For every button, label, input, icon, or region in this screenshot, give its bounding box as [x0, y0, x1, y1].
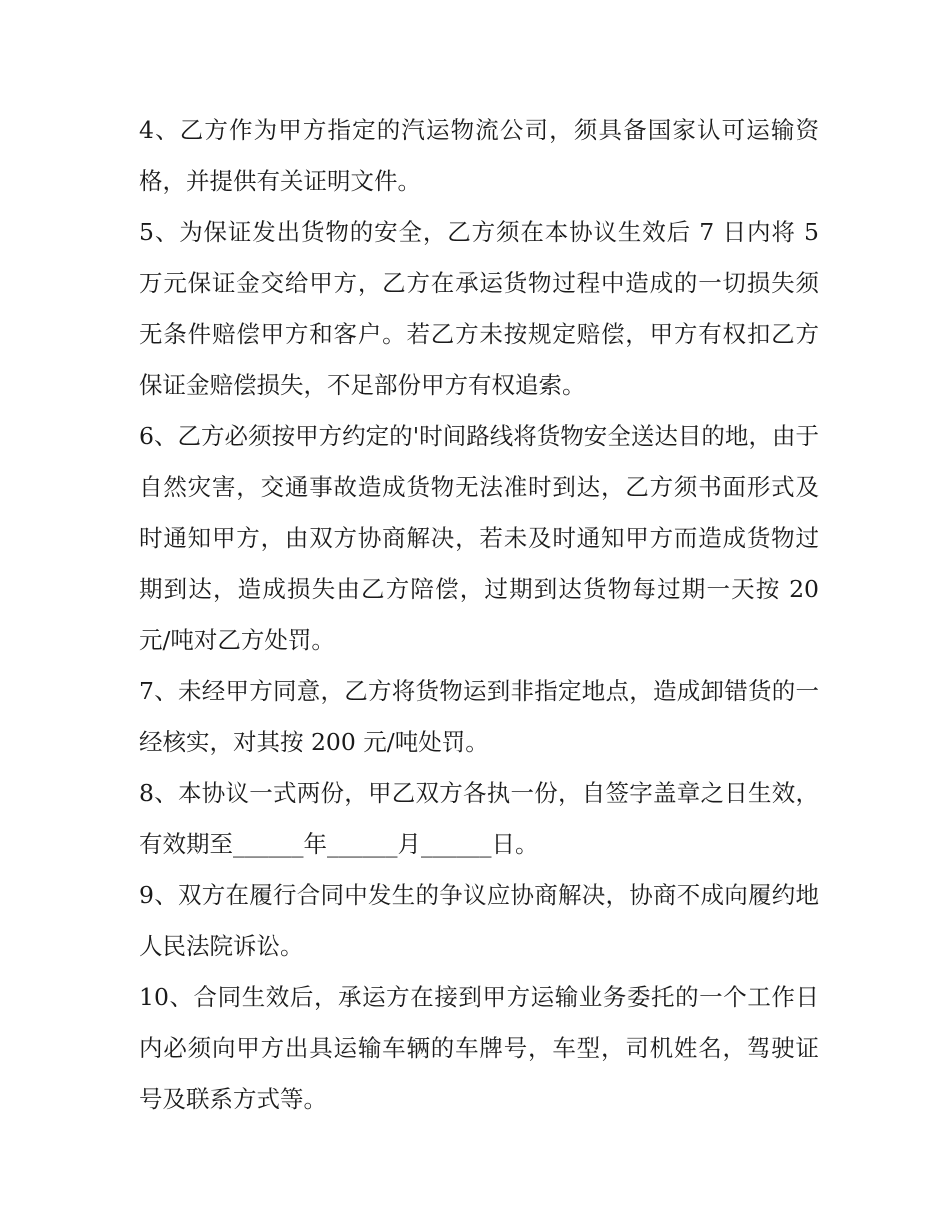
- clause-8: 8、本协议一式两份，甲乙双方各执一份，自签字盖章之日生效，有效期至______年______月______日。: [139, 779, 819, 858]
- clause-6: 6、乙方必须按甲方约定的'时间路线将货物安全送达目的地，由于自然灾害，交通事故造成货物无法准时到达，乙方须书面形式及时通知甲方，由双方协商解决，若未及时通知甲方而造成货物过期到达，造成损失由乙方陪偿，过期到达货物每过期一天按 20 元/吨对乙方处罚。: [139, 422, 819, 654]
- document-body: [139, 105, 819, 1125]
- clause-7: 7、未经甲方同意，乙方将货物运到非指定地点，造成卸错货的一经核实，对其按 200 元/吨处罚。: [139, 677, 819, 756]
- clause-10: 10、合同生效后，承运方在接到甲方运输业务委托的一个工作日内必须向甲方出具运输车辆的车牌号，车型，司机姓名，驾驶证号及联系方式等。: [139, 983, 819, 1113]
- clause-4: 4、乙方作为甲方指定的汽运物流公司，须具备国家认可运输资格，并提供有关证明文件。: [139, 116, 819, 195]
- clause-5: 5、为保证发出货物的安全，乙方须在本协议生效后 7 日内将 5 万元保证金交给甲方，乙方在承运货物过程中造成的一切损失须无条件赔偿甲方和客户。若乙方未按规定赔偿，甲方有权扣乙方保证金赔偿损失，不足部份甲方有权追索。: [139, 218, 819, 399]
- clause-9: 9、双方在履行合同中发生的争议应协商解决，协商不成向履约地人民法院诉讼。: [139, 881, 819, 960]
